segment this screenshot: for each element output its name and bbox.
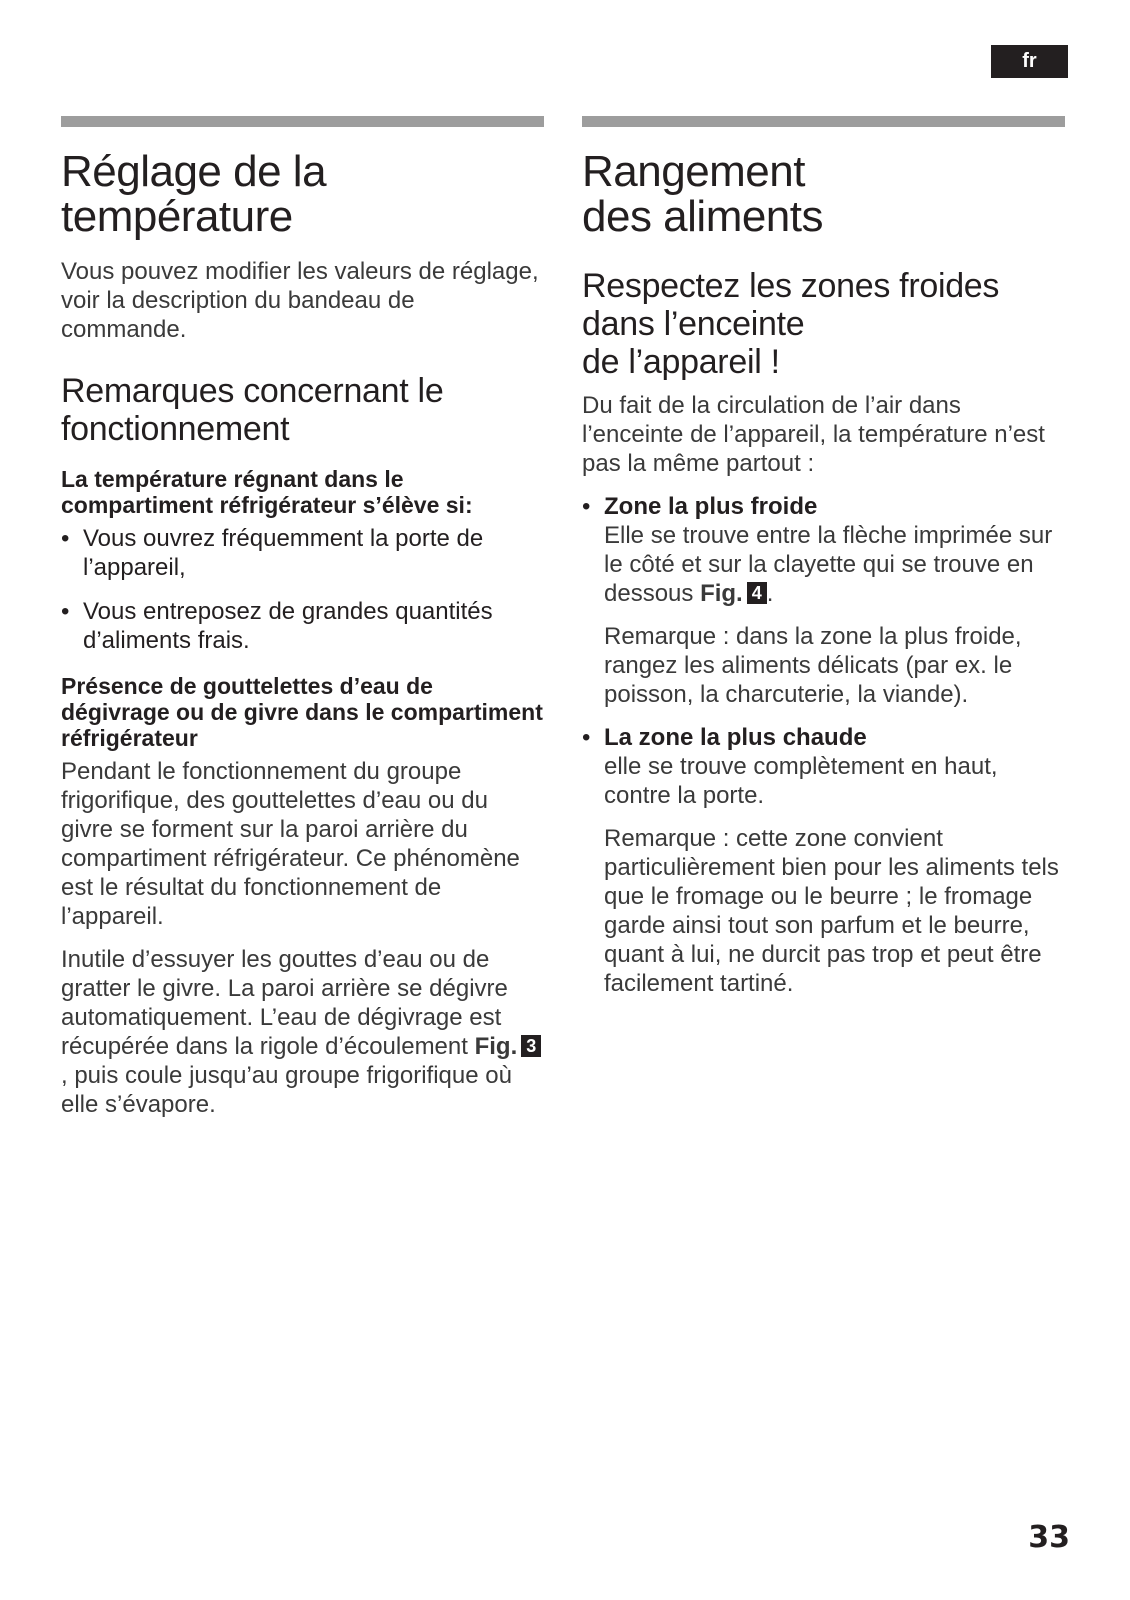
page-number: 33 [1028, 1520, 1070, 1555]
paragraph-defrost [61, 945, 544, 1119]
list-item: • Vous ouvrez fréquemment la porte de l’appareil, [61, 525, 484, 581]
title-line: des aliments [582, 192, 824, 241]
text-run: Elle se trouve entre la flèche imprimée sur le côté et sur la clayette qui se trouve en dessous [604, 522, 1053, 607]
heading-line: de l’appareil ! [582, 343, 780, 381]
text-run: Inutile d’essuyer les gouttes d’eau ou de gratter le givre. La paroi arrière se dégivre automatiquement. L’eau de dégivrage est récupérée dans la rigole d’écoulement [61, 946, 508, 1060]
heading-line: Respectez les zones froides [582, 267, 1000, 305]
figure-label: Fig. [474, 1033, 518, 1060]
figure-number-badge: 4 [747, 582, 767, 604]
heading-line: dans l’enceinte [582, 305, 805, 343]
list-item: • Vous entreposez de grandes quantités d’aliments frais. [61, 598, 493, 654]
page-title-storage [582, 149, 1065, 239]
figure-reference [475, 1033, 542, 1060]
paragraph-droplets: Pendant le fonctionnement du groupe frigorifique, des gouttelettes d’eau ou du givre se forment sur la paroi arrière du compartiment réfrigérateur. Ce phénomène est le résultat du fonctionnement de l’appareil. [61, 758, 520, 930]
right-column [582, 116, 1065, 998]
title-line: Réglage de la [61, 147, 327, 196]
section-heading-cold-zones [582, 267, 1065, 381]
list-item-text: Vous ouvrez fréquemment la porte de l’appareil, [83, 525, 484, 581]
list-item-coldest-zone: • Zone la plus froide Elle se trouve entre la flèche imprimée sur le côté et sur la clayette qui se trouve en dessous Fig. 4 . Remarque : dans la zone la plus froide, rangez les aliments délicats (par ex. le poisson, la charcuterie, la viande). [582, 492, 1065, 709]
intro-paragraph: Du fait de la circulation de l’air dans l’enceinte de l’appareil, la température n’est pas la même partout : [582, 392, 1045, 477]
zone-description [604, 521, 1065, 608]
list-item-text: Vous entreposez de grandes quantités d’aliments frais. [83, 598, 493, 654]
section-heading-remarks [61, 372, 544, 448]
text-run: , puis coule jusqu’au groupe frigorifique où elle s’évapore. [61, 1062, 512, 1118]
left-column [61, 116, 544, 1119]
heading-line: fonctionnement [61, 410, 290, 448]
language-badge: fr [991, 45, 1068, 78]
title-line: température [61, 192, 293, 241]
zone-title: Zone la plus froide [604, 493, 818, 520]
zone-title: La zone la plus chaude [604, 724, 867, 751]
list-item-warmest-zone: • La zone la plus chaude elle se trouve complètement en haut, contre la porte. Remarque : cette zone convient particulièrement bien pour les aliments tels que le fromage ou le beurre ; le fromage garde ainsi tout son parfum et le beurre, quant à lui, ne durcit pas trop et peut être facilement tartiné. [582, 723, 1065, 998]
figure-number-badge: 3 [521, 1035, 541, 1057]
subheading-temperature-rises: La température régnant dans le compartiment réfrigérateur s’élève si: [61, 466, 473, 518]
intro-paragraph: Vous pouvez modifier les valeurs de réglage, voir la description du bandeau de commande. [61, 258, 539, 343]
page-title-temperature [61, 149, 544, 239]
figure-reference [700, 580, 767, 607]
title-line: Rangement [582, 147, 805, 196]
bullet-list [61, 524, 544, 655]
figure-label: Fig. [700, 580, 743, 607]
text-run: . [766, 580, 774, 607]
zone-note: Remarque : cette zone convient particulièrement bien pour les aliments tels que le fromage ou le beurre ; le fromage garde ainsi tout son parfum et le beurre, quant à lui, ne durcit pas trop et peut être facilement tartiné. [604, 825, 1059, 997]
heading-line: Remarques concernant le [61, 372, 444, 410]
zone-note: Remarque : dans la zone la plus froide, rangez les aliments délicats (par ex. le poisson, la charcuterie, la viande). [604, 623, 1022, 708]
subheading-droplets: Présence de gouttelettes d’eau de dégivrage ou de givre dans le compartiment réfrigérateur [61, 673, 543, 751]
section-rule [61, 116, 544, 127]
zone-description: elle se trouve complètement en haut, contre la porte. [604, 753, 998, 809]
section-rule [582, 116, 1065, 127]
